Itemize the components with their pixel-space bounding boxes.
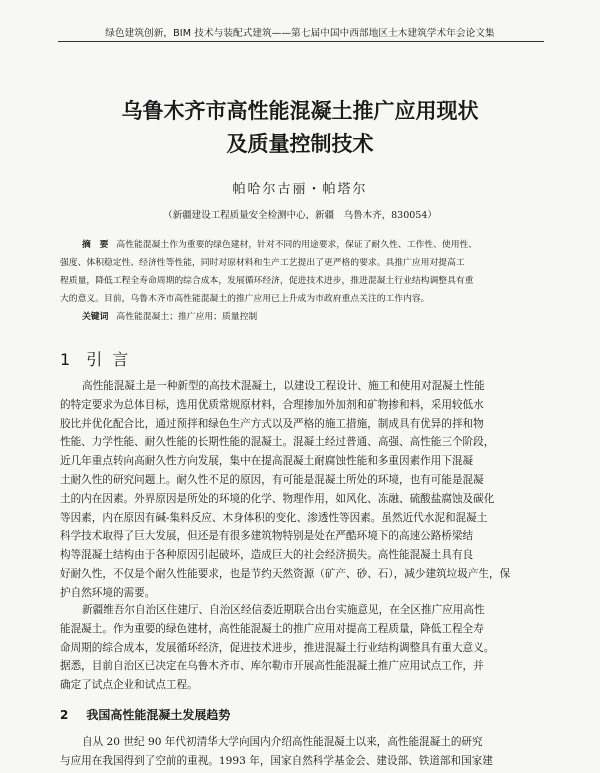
affiliation: （新疆建设工程质量安全检测中心，新疆 乌鲁木齐，830054）	[163, 210, 437, 221]
text-line: 能混凝土。作为重要的绿色建材，高性能混凝土的推广应用对提高工程质量，降低工程全寿	[60, 622, 484, 635]
text-line: 确定了试点企业和试点工程。	[60, 679, 198, 692]
text-line: 据悉，目前自治区已决定在乌鲁木齐市、库尔勒市开展高性能混凝土推广应用试点工作，并	[60, 660, 484, 673]
section-2-paragraph-1	[60, 733, 545, 771]
text-line: 等因素，内在原因有碱-集料反应、木身体积的变化、渗透性等因素。虽然近代水泥和混凝土	[60, 511, 488, 524]
running-header: 绿色建筑创新，BIM 技术与装配式建筑——第七届中国中西部地区土木建筑学术年会论文集	[105, 28, 495, 39]
text-line: 土的内在因素。外界原因是所处的环境的化学、物理作用，如风化、冻融、硫酸盐腐蚀及碳化	[60, 492, 495, 505]
abstract-line: 摘 要 高性能混凝土作为重要的绿色建材，针对不同的用途要求，保证了耐久性、工作性、使用性、	[82, 240, 478, 250]
section-2-heading	[60, 706, 230, 723]
section-title: 引言	[86, 350, 139, 369]
keywords-label: 关键词	[82, 312, 109, 322]
paper-title-line-1: 乌鲁木齐市高性能混凝土推广应用现状	[121, 99, 479, 123]
text-line: 与应用在我国得到了空前的重视。1993 年，国家自然科学基金会、建设部、铁道部和国家建	[60, 754, 493, 767]
abstract-line: 大的意义。目前，乌鲁木齐市高性能混凝土的推广应用已上升成为市政府重点关注的工作内容。	[60, 294, 430, 304]
text-line: 命周期的综合成本，发展循环经济，促进技术进步，推进混凝土行业结构调整具有重大意义。	[60, 641, 495, 654]
abstract	[60, 236, 545, 326]
abstract-label: 摘 要	[82, 240, 109, 250]
section-number: 1	[60, 350, 71, 369]
keywords	[60, 308, 545, 326]
paper-title-line-2: 及质量控制技术	[226, 132, 374, 156]
section-1-heading	[60, 347, 138, 370]
header-rule	[58, 41, 544, 42]
text-line: 自从 20 世纪 90 年代初清华大学向国内介绍高性能混凝土以来，高性能混凝土的研究	[82, 736, 483, 748]
text-line: 近几年重点转向高耐久性方向发展，集中在提高混凝土耐腐蚀性能和多重因素作用下混凝	[60, 455, 474, 468]
keywords-text: 高性能混凝土；推广应用；质量控制	[116, 312, 258, 322]
text-line: 高性能混凝土是一种新型的高技术混凝土，以建设工程设计、施工和使用对混凝土性能	[82, 380, 485, 392]
section-1-paragraph-1	[60, 377, 545, 603]
text-line: 土耐久性的研究问题上。耐久性不足的原因，有可能是混凝土所处的环境，也有可能是混凝	[60, 473, 484, 486]
text-line: 性能、力学性能、耐久性能的长期性能的混凝土。混凝土经过普通、高强、高性能三个阶段，	[60, 436, 495, 449]
text-line: 好耐久性，不仅是个耐久性能要求，也是节约天然资源（矿产、砂、石），减少建筑垃圾产生，保	[60, 567, 511, 580]
text-line: 护自然环境的需要。	[60, 586, 156, 599]
section-number: 2	[60, 708, 69, 722]
abstract-line: 强度、体积稳定性、经济性等性能，同时对原材料和生产工艺提出了更严格的要求。具推广应用对提高工	[60, 258, 465, 268]
section-1-paragraph-2	[60, 601, 545, 695]
text-line: 的特定要求为总体目标，选用优质常规原材料，合理掺加外加剂和矿物掺和料，采用较低水	[60, 398, 484, 411]
text-line: 新疆维吾尔自治区住建厅、自治区经信委近期联合出台实施意见，在全区推广应用高性	[82, 604, 485, 616]
text-line: 胶比并优化配合比，通过预拌和绿色生产方式以及严格的施工措施，制成具有优异的拌和物	[60, 417, 484, 430]
section-title: 我国高性能混凝土发展趋势	[86, 708, 231, 722]
author: 帕哈尔古丽・帕塔尔	[232, 182, 368, 197]
text-line: 构等混凝土结构由于各种原因引起破坏，造成巨大的社会经济损失。高性能混凝土具有良	[60, 549, 474, 562]
text-line: 科学技术取得了巨大发展，但还是有很多建筑物特别是处在严酷环境下的高速公路桥梁结	[60, 530, 474, 543]
abstract-line: 程质量，降低工程全寿命周期的综合成本，发展循环经济，促进技术进步，推进混凝土行业结构调整具有重	[60, 276, 474, 286]
